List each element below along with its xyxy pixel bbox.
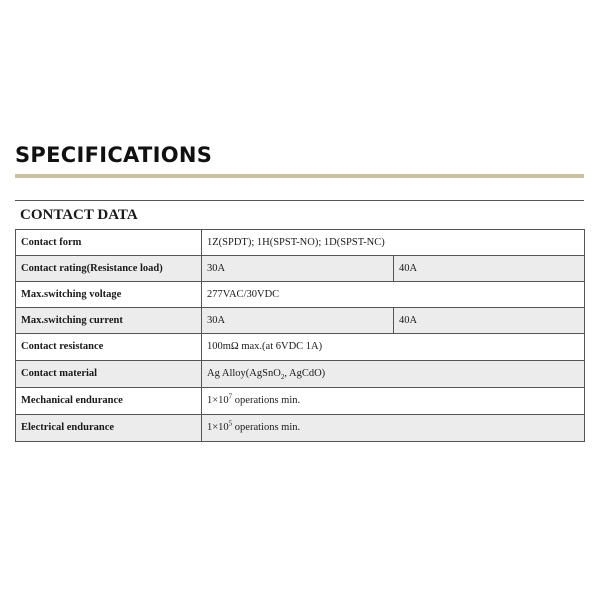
page-title: SPECIFICATIONS [15,143,213,167]
contact-data-section [15,200,584,444]
table-row [16,388,585,415]
electrical-endurance-suffix: operations min. [232,422,301,433]
row-value-contact-form: 1Z(SPDT); 1H(SPST-NO); 1D(SPST-NC) [202,230,585,256]
row-label-max-switching-current: Max.switching current [16,308,202,334]
table-row [16,256,585,282]
row-value-contact-resistance: 100mΩ max.(at 6VDC 1A) [202,334,585,361]
contact-material-prefix: Ag Alloy(AgSnO [207,368,281,379]
row-value-electrical-endurance [202,415,585,442]
row-value-mechanical-endurance [202,388,585,415]
table-row [16,282,585,308]
electrical-endurance-base: 1×10 [207,422,229,433]
row-value-max-switching-voltage: 277VAC/30VDC [202,282,585,308]
row-value-contact-material [202,361,585,388]
contact-material-subscript: 2 [280,373,285,382]
row-label-contact-rating: Contact rating(Resistance load) [16,256,202,282]
table-row [16,334,585,361]
row-label-max-switching-voltage: Max.switching voltage [16,282,202,308]
row-value-max-switching-current-b: 40A [394,308,585,334]
row-label-contact-resistance: Contact resistance [16,334,202,361]
row-label-contact-form: Contact form [16,230,202,256]
row-label-electrical-endurance: Electrical endurance [16,415,202,442]
row-value-contact-rating-b: 40A [394,256,585,282]
mechanical-endurance-exponent: 7 [228,392,233,401]
title-divider [15,174,584,178]
table-row [16,361,585,388]
row-label-mechanical-endurance: Mechanical endurance [16,388,202,415]
contact-data-table [15,229,585,442]
electrical-endurance-exponent: 5 [228,419,233,428]
contact-material-suffix: , AgCdO) [284,368,326,379]
table-row [16,230,585,256]
row-label-contact-material: Contact material [16,361,202,388]
row-value-contact-rating-a: 30A [202,256,394,282]
table-row [16,308,585,334]
mechanical-endurance-suffix: operations min. [232,395,301,406]
row-value-max-switching-current-a: 30A [202,308,394,334]
mechanical-endurance-base: 1×10 [207,395,229,406]
section-title: CONTACT DATA [20,207,138,223]
table-row [16,415,585,442]
